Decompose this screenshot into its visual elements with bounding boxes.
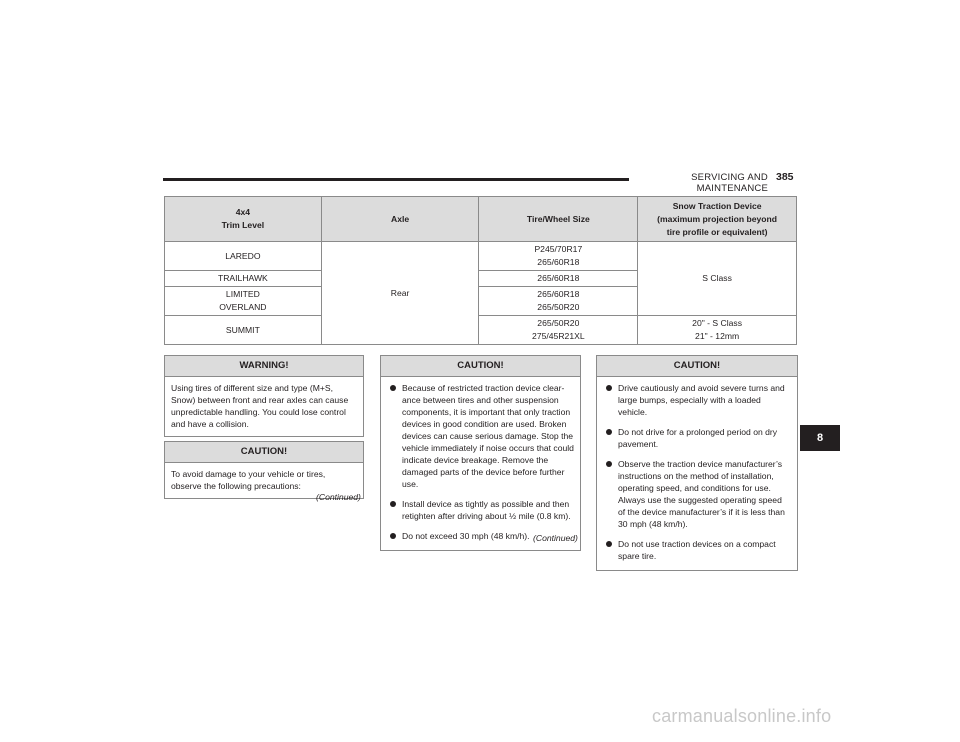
- header-snow-line1: Snow Traction Device: [672, 200, 762, 211]
- list-item-text: Observe the traction device manufacturer’s instructions on the method of installation, operating speed, and conditions for use. Always use the suggested operating speed of the device manufacturer’s if it is less than 30 mph (48 km/h).: [618, 459, 785, 529]
- list-item: [603, 538, 791, 562]
- caution-body: [381, 377, 580, 550]
- header-snow-traction-device: [638, 197, 797, 242]
- snow-value: 21" - 12mm: [695, 331, 740, 341]
- caution-box-traction-device: [380, 355, 581, 551]
- bullet-icon: [390, 533, 396, 539]
- page-number: 385: [776, 171, 794, 183]
- continued-note: (Continued): [316, 492, 361, 502]
- warning-text: Using tires of different size and type (M+S, Snow) between front and rear axles can cause unpredictable handling. You could lose control and have a collision.: [171, 383, 349, 429]
- bullet-icon: [606, 541, 612, 547]
- trim-cell: LAREDO: [165, 242, 322, 271]
- header-trim-line2: Trim Level: [221, 220, 265, 230]
- list-item-text: Do not drive for a prolonged period on dry pavement.: [618, 427, 778, 449]
- list-item-text: Do not exceed 30 mph (48 km/h).: [402, 531, 530, 541]
- caution-box-precautions: [164, 441, 364, 499]
- tire-value: P245/70R17: [534, 244, 583, 254]
- header-trim-level: [165, 197, 322, 242]
- trim-cell: [165, 287, 322, 316]
- axle-cell: Rear: [321, 242, 479, 345]
- header-snow-line3: tire profile or equivalent): [666, 226, 768, 237]
- table-header-row: [165, 197, 797, 242]
- table-row: [165, 316, 797, 345]
- tire-value: 265/60R18: [537, 289, 580, 299]
- caution-title: CAUTION!: [381, 356, 580, 377]
- snow-value: 20" - S Class: [692, 318, 743, 328]
- list-item: [603, 382, 791, 418]
- table-row: [165, 242, 797, 271]
- list-item: [387, 382, 574, 490]
- trim-value: OVERLAND: [219, 302, 267, 312]
- section-title: SERVICING AND MAINTENANCE: [691, 172, 768, 194]
- list-item-text: Do not use traction devices on a compact spare tire.: [618, 539, 776, 561]
- tire-value: 265/60R18: [537, 257, 580, 267]
- list-item: [603, 458, 791, 530]
- bullet-icon: [390, 501, 396, 507]
- caution-list: [603, 382, 791, 562]
- caution-title: CAUTION!: [165, 442, 363, 463]
- snow-traction-table: [164, 196, 797, 345]
- bullet-icon: [390, 385, 396, 391]
- header-axle: Axle: [321, 197, 479, 242]
- chapter-tab: 8: [800, 425, 840, 451]
- caution-list: [387, 382, 574, 542]
- header-rule: [163, 178, 629, 181]
- list-item: [387, 498, 574, 522]
- trim-value: LIMITED: [225, 289, 260, 299]
- bullet-icon: [606, 429, 612, 435]
- list-item-text: Install device as tightly as possible and then retighten after driving about ½ mile (0.8 km).: [402, 499, 571, 521]
- trim-cell: TRAILHAWK: [165, 271, 322, 287]
- warning-title: WARNING!: [165, 356, 363, 377]
- header-tire-wheel-size: Tire/Wheel Size: [479, 197, 638, 242]
- tire-cell: 265/60R18: [479, 271, 638, 287]
- snow-cell: S Class: [638, 242, 797, 316]
- caution-box-driving: [596, 355, 798, 571]
- snow-cell: [638, 316, 797, 345]
- tire-cell: [479, 316, 638, 345]
- tire-cell: [479, 287, 638, 316]
- caution-body: [597, 377, 797, 570]
- tire-value: 265/50R20: [537, 302, 580, 312]
- tire-value: 275/45R21XL: [532, 331, 585, 341]
- header-snow-line2: (maximum projection beyond: [657, 213, 778, 224]
- bullet-icon: [606, 461, 612, 467]
- caution-text: To avoid damage to your vehicle or tires, observe the following precautions:: [171, 469, 326, 491]
- tire-cell: [479, 242, 638, 271]
- header-trim-line1: 4x4: [235, 207, 251, 217]
- trim-cell: SUMMIT: [165, 316, 322, 345]
- bullet-icon: [606, 385, 612, 391]
- watermark-text: carmanualsonline.info: [652, 706, 832, 726]
- caution-title: CAUTION!: [597, 356, 797, 377]
- list-item-text: Drive cautiously and avoid severe turns and large bumps, especially with a loaded vehicle.: [618, 383, 785, 417]
- list-item: [603, 426, 791, 450]
- warning-box: [164, 355, 364, 437]
- continued-note: (Continued): [533, 533, 578, 543]
- list-item-text: Because of restricted traction device clear-ance between tires and other suspension components, it is important that only traction devices in good condition are used. Broken devices can cause serious damage. Stop the vehicle immediately if noise occurs that could indicate device breakage. Remove the damaged parts of the device before further use.: [402, 383, 574, 489]
- tire-value: 265/50R20: [537, 318, 580, 328]
